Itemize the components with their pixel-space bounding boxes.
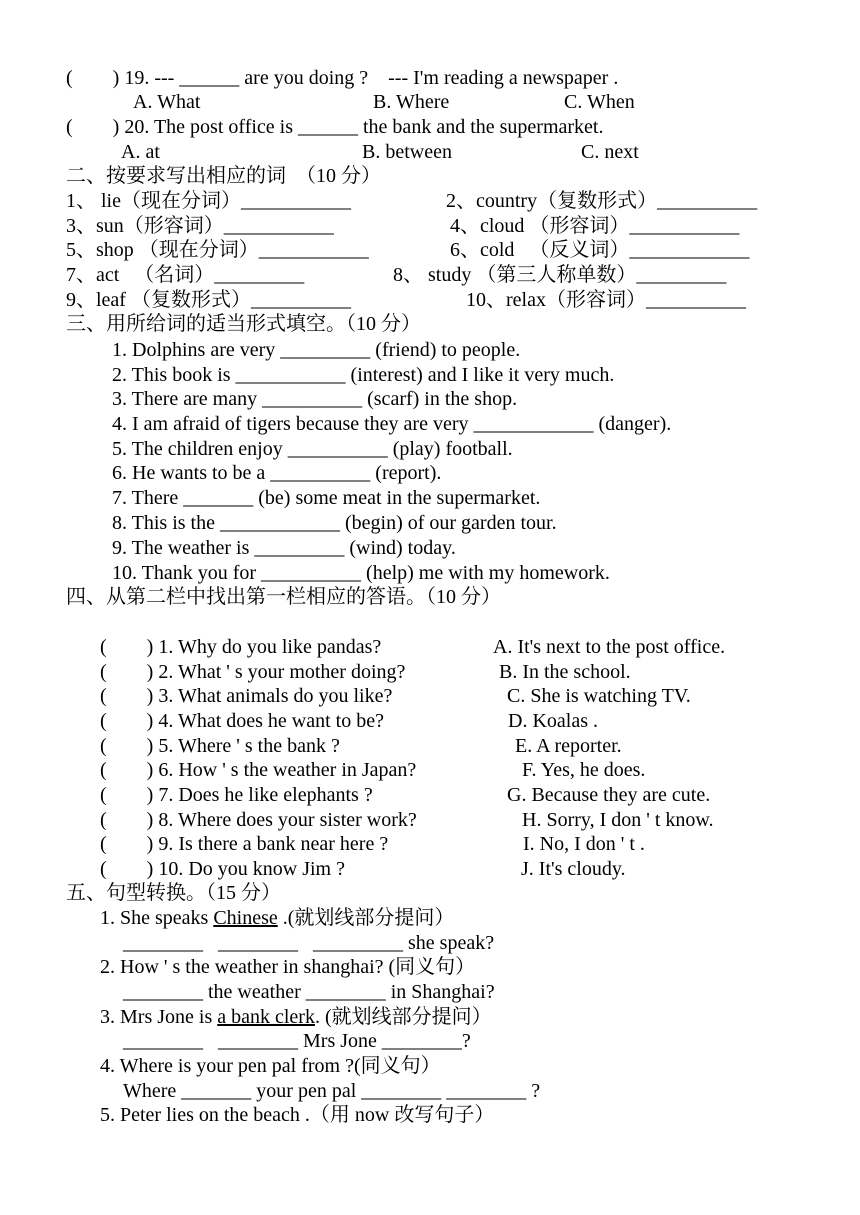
match-answer: D. Koalas . <box>508 710 598 732</box>
word-item-9: 9、leaf （复数形式）__________ <box>66 289 351 311</box>
transform-text: 1. She speaks <box>100 907 214 929</box>
match-answer: A. It's next to the post office. <box>493 636 726 658</box>
transform-item-4: 4. Where is your pen pal from ?(同义句） <box>100 1055 441 1077</box>
underlined-phrase: a bank clerk <box>217 1006 315 1028</box>
fill-item: 8. This is the ____________ (begin) of our garden tour. <box>112 512 557 534</box>
word-item-7: 7、act （名词）_________ <box>66 264 305 286</box>
transform-item-3 <box>100 1005 492 1029</box>
underlined-word: Chinese <box>213 907 278 929</box>
word-item-1: 1、 lie（现在分词）___________ <box>66 190 351 212</box>
q19-option-c: C. When <box>564 91 635 113</box>
match-answer: G. Because they are cute. <box>507 784 711 806</box>
match-answer: F. Yes, he does. <box>522 759 646 781</box>
word-item-6: 6、cold （反义词）____________ <box>450 239 750 261</box>
section-3-title: 三、用所给词的适当形式填空。（10 分） <box>66 313 421 335</box>
match-question: ( ) 8. Where does your sister work? <box>100 809 417 831</box>
transform-item-1 <box>100 906 454 930</box>
match-question: ( ) 5. Where ' s the bank ? <box>100 735 340 757</box>
question-19: ( ) 19. --- ______ are you doing ? --- I'm reading a newspaper . <box>66 67 619 89</box>
section-5-title: 五、句型转换。（15 分） <box>66 882 281 904</box>
section-2-title: 二、按要求写出相应的词 （10 分） <box>66 165 381 187</box>
match-question: ( ) 2. What ' s your mother doing? <box>100 661 406 683</box>
fill-item: 4. I am afraid of tigers because they are very ____________ (danger). <box>112 413 672 435</box>
word-item-3: 3、sun（形容词）___________ <box>66 215 334 237</box>
transform-instruction: .(就划线部分提问） <box>277 907 455 929</box>
q19-option-a: A. What <box>133 91 201 113</box>
answer-line: ________ ________ _________ she speak? <box>123 932 495 954</box>
section-4-title: 四、从第二栏中找出第一栏相应的答语。（10 分） <box>66 586 501 608</box>
fill-item: 9. The weather is _________ (wind) today. <box>112 537 456 559</box>
transform-item-2: 2. How ' s the weather in shanghai? (同义句） <box>100 956 476 978</box>
match-question: ( ) 10. Do you know Jim ? <box>100 858 345 880</box>
word-item-8: 8、 study （第三人称单数）_________ <box>393 264 727 286</box>
match-question: ( ) 7. Does he like elephants ? <box>100 784 373 806</box>
match-answer: C. She is watching TV. <box>507 685 691 707</box>
transform-instruction: . (就划线部分提问） <box>314 1006 492 1028</box>
fill-item: 5. The children enjoy __________ (play) football. <box>112 438 513 460</box>
match-answer: I. No, I don ' t . <box>523 833 645 855</box>
answer-line: ________ the weather ________ in Shanghai? <box>123 981 495 1003</box>
answer-line: ________ ________ Mrs Jone ________? <box>123 1030 471 1052</box>
match-question: ( ) 9. Is there a bank near here ? <box>100 833 389 855</box>
word-item-4: 4、cloud （形容词）___________ <box>450 215 740 237</box>
match-question: ( ) 6. How ' s the weather in Japan? <box>100 759 417 781</box>
word-item-2: 2、country（复数形式）__________ <box>446 190 758 212</box>
fill-item: 6. He wants to be a __________ (report). <box>112 462 442 484</box>
transform-text: 3. Mrs Jone is <box>100 1006 218 1028</box>
match-answer: H. Sorry, I don ' t know. <box>522 809 714 831</box>
word-item-5: 5、shop （现在分词）___________ <box>66 239 369 261</box>
fill-item: 2. This book is ___________ (interest) and I like it very much. <box>112 364 615 386</box>
fill-item: 1. Dolphins are very _________ (friend) to people. <box>112 339 521 361</box>
match-question: ( ) 3. What animals do you like? <box>100 685 393 707</box>
match-answer: B. In the school. <box>499 661 631 683</box>
q20-option-c: C. next <box>581 141 639 163</box>
fill-item: 7. There _______ (be) some meat in the supermarket. <box>112 487 541 509</box>
q19-option-b: B. Where <box>373 91 450 113</box>
answer-line: Where _______ your pen pal ________ ________ ? <box>123 1080 541 1102</box>
q20-option-a: A. at <box>121 141 160 163</box>
q20-option-b: B. between <box>362 141 452 163</box>
match-question: ( ) 4. What does he want to be? <box>100 710 384 732</box>
question-20: ( ) 20. The post office is ______ the bank and the supermarket. <box>66 116 604 138</box>
word-item-10: 10、relax（形容词）__________ <box>466 289 746 311</box>
match-question: ( ) 1. Why do you like pandas? <box>100 636 382 658</box>
match-answer: J. It's cloudy. <box>521 858 626 880</box>
match-answer: E. A reporter. <box>515 735 622 757</box>
fill-item: 3. There are many __________ (scarf) in the shop. <box>112 388 518 410</box>
transform-item-5: 5. Peter lies on the beach .（用 now 改写句子） <box>100 1104 495 1126</box>
fill-item: 10. Thank you for __________ (help) me with my homework. <box>112 562 610 584</box>
